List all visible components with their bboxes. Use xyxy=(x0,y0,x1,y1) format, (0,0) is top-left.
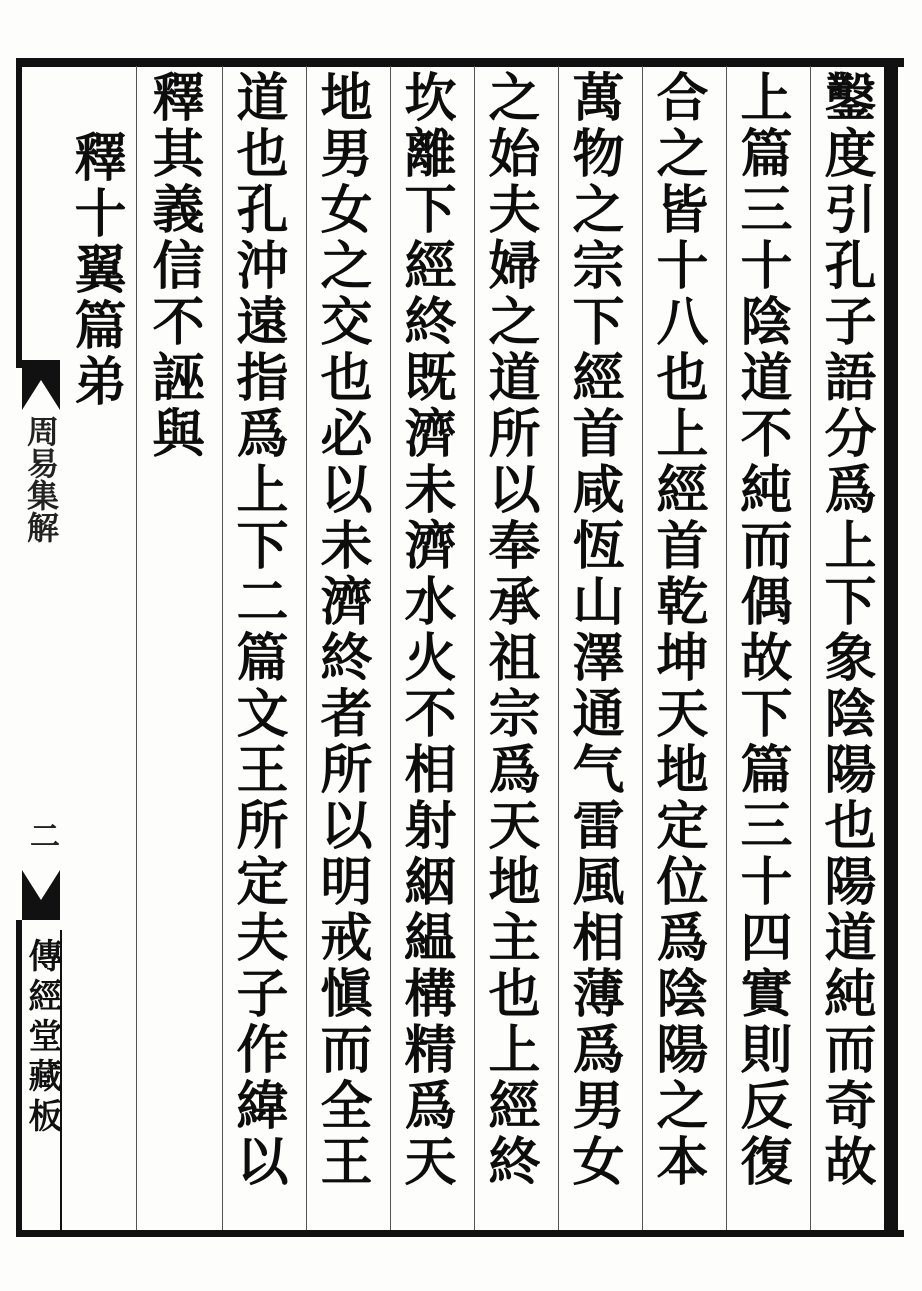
frame-border-left-upper xyxy=(16,58,22,368)
text-column-7: 地男女之交也必以未濟終者所以明戒愼而全王 xyxy=(311,70,372,1190)
text-column-3: 合之皆十八也上經首乾坤天地定位爲陰陽之本 xyxy=(647,70,708,1190)
frame-border-bottom xyxy=(20,1230,904,1237)
text-column-1: 鑿度引孔子語分爲上下象陰陽也陽道純而奇故 xyxy=(815,70,876,1190)
publisher-label xyxy=(18,930,62,1230)
text-column-8: 道也孔沖遠指爲上下二篇文王所定夫子作緯以 xyxy=(227,70,288,1190)
margin-page-number: 二 xyxy=(24,820,59,850)
column-rule xyxy=(558,66,559,1230)
column-rule xyxy=(222,66,223,1230)
frame-border-right xyxy=(884,58,898,1237)
publisher-text: 傳經堂藏板 xyxy=(22,938,62,1138)
column-rule xyxy=(810,66,811,1230)
fish-tail-mark-top xyxy=(22,360,60,410)
column-rule xyxy=(390,66,391,1230)
text-column-9: 釋其義信不誣與 xyxy=(143,70,204,462)
column-rule xyxy=(474,66,475,1230)
column-rule xyxy=(136,66,137,1230)
fish-tail-mark-bottom xyxy=(22,870,60,920)
section-heading: 釋十翼篇弟 xyxy=(65,130,126,410)
frame-border-top xyxy=(16,58,904,67)
column-rule xyxy=(306,66,307,1230)
margin-book-title: 周易集解 xyxy=(22,415,60,543)
text-column-4: 萬物之宗下經首咸恆山澤通气雷風相薄爲男女 xyxy=(563,70,624,1190)
column-rule xyxy=(726,66,727,1230)
text-column-6: 坎離下經終既濟未濟水火不相射絪緼構精爲天 xyxy=(395,70,456,1190)
text-column-2: 上篇三十陰道不純而偶故下篇三十四實則反復 xyxy=(731,70,792,1190)
text-column-5: 之始夫婦之道所以奉承祖宗爲天地主也上經終 xyxy=(479,70,540,1190)
column-rule xyxy=(642,66,643,1230)
